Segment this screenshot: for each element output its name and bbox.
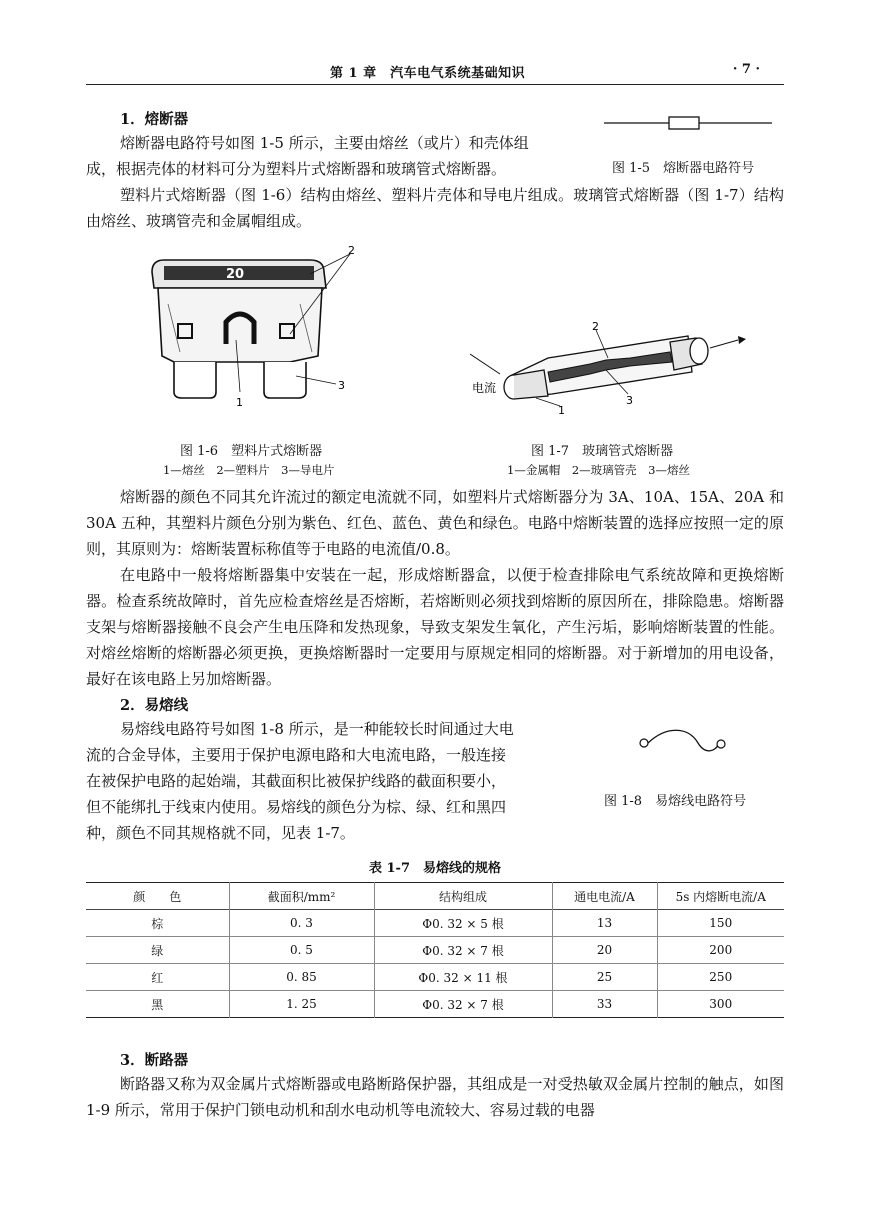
section-2-line-1: 易熔线电路符号如图 1-8 所示，是一种能较长时间通过大电 bbox=[120, 720, 514, 738]
callout-1: 1 bbox=[558, 404, 565, 417]
fuse-rating-stamp: 20 bbox=[226, 267, 245, 282]
cell-fusing-current: 200 bbox=[657, 937, 784, 964]
section-2-line-4: 但不能绑扎于线束内使用。易熔线的颜色分为棕、绿、红和黑四 bbox=[86, 798, 507, 816]
table-row bbox=[86, 937, 784, 964]
cell-structure: Φ0. 32 × 7 根 bbox=[374, 991, 552, 1018]
table-header-row bbox=[86, 883, 784, 910]
cell-structure: Φ0. 32 × 11 根 bbox=[374, 964, 552, 991]
table-row bbox=[86, 991, 784, 1018]
figure-1-6-caption: 图 1-6 塑料片式熔断器 bbox=[180, 444, 323, 459]
fuse-symbol-figure bbox=[604, 112, 774, 134]
section-3-heading: 3．断路器 bbox=[120, 1052, 189, 1069]
section-2-line-5: 种，颜色不同其规格就不同，见表 1-7。 bbox=[86, 824, 355, 842]
section-2-paragraph bbox=[86, 716, 586, 846]
cell-cross-section: 1. 25 bbox=[229, 991, 374, 1018]
cell-fusing-current: 250 bbox=[657, 964, 784, 991]
callout-3: 3 bbox=[338, 379, 345, 392]
figure-1-5-caption: 图 1-5 熔断器电路符号 bbox=[612, 161, 755, 176]
cell-color: 红 bbox=[151, 970, 164, 985]
chapter-title: 第 1 章 汽车电气系统基础知识 bbox=[330, 66, 526, 81]
glass-tube-fuse-figure bbox=[470, 318, 750, 418]
callout-2: 2 bbox=[348, 244, 355, 257]
callout-3: 3 bbox=[626, 394, 633, 407]
header-structure: 结构组成 bbox=[374, 883, 552, 910]
blade-fuse-figure bbox=[140, 244, 370, 414]
section-1-paragraph-4: 在电路中一般将熔断器集中安装在一起，形成熔断器盒，以便于检查排除电气系统故障和更换熔断器。检查系统故障时，首先应检查熔丝是否熔断，若熔断则必须找到熔断的原因所在，排除隐患。熔断器支架与熔断器接触不良会产生电压降和发热现象，导致支架发生氧化，产生污垢，影响熔断装置的性能。对熔丝熔断的熔断器必须更换，更换熔断器时一定要用与原规定相同的熔断器。对于新增加的用电设备，最好在该电路上另加熔断器。 bbox=[86, 566, 784, 688]
section-2-heading: 2．易熔线 bbox=[120, 697, 189, 714]
cell-rated-current: 33 bbox=[552, 991, 657, 1018]
section-1-paragraph-3: 熔断器的颜色不同其允许流过的额定电流就不同，如塑料片式熔断器分为 3A、10A、15A、20A 和 30A 五种，其塑料片颜色分别为紫色、红色、蓝色、黄色和绿色。电路中熔断装置的选择应按照一定的原则，其原则为：熔断装置标称值等于电路的电流值/0.8。 bbox=[86, 488, 784, 558]
paragraph-1-line-1: 熔断器电路符号如图 1-5 所示，主要由熔丝（或片）和壳体组 bbox=[120, 134, 529, 152]
fusible-link-spec-table bbox=[86, 882, 784, 1018]
figure-1-8-caption: 图 1-8 易熔线电路符号 bbox=[604, 794, 747, 809]
cell-color: 棕 bbox=[151, 916, 164, 931]
current-label: 电流 bbox=[472, 381, 497, 395]
callout-1: 1 bbox=[236, 396, 243, 409]
cell-color: 绿 bbox=[151, 943, 164, 958]
cell-structure: Φ0. 32 × 7 根 bbox=[374, 937, 552, 964]
cell-cross-section: 0. 5 bbox=[229, 937, 374, 964]
table-row bbox=[86, 910, 784, 937]
fusible-link-symbol-figure bbox=[636, 728, 728, 758]
section-1-paragraph-2: 塑料片式熔断器（图 1-6）结构由熔丝、塑料片壳体和导电片组成。玻璃管式熔断器（图 1-7）结构由熔丝、玻璃管壳和金属帽组成。 bbox=[86, 186, 784, 230]
running-header bbox=[86, 58, 784, 85]
cell-rated-current: 20 bbox=[552, 937, 657, 964]
section-2-line-3: 在被保护电路的起始端，其截面积比被保护线路的截面积要小， bbox=[86, 772, 507, 790]
section-1-heading: 1．熔断器 bbox=[120, 111, 189, 128]
table-row bbox=[86, 964, 784, 991]
cell-cross-section: 0. 85 bbox=[229, 964, 374, 991]
section-1-paragraph-1 bbox=[86, 130, 591, 182]
cell-color: 黑 bbox=[151, 997, 164, 1012]
callout-2: 2 bbox=[592, 320, 599, 333]
section-2-line-2: 流的合金导体，主要用于保护电源电路和大电流电路，一般连接 bbox=[86, 746, 507, 764]
section-3-paragraph-1: 断路器又称为双金属片式熔断器或电路断路保护器，其组成是一对受热敏双金属片控制的触点，如图 1-9 所示，常用于保护门锁电动机和刮水电动机等电流较大、容易过载的电器 bbox=[86, 1075, 784, 1119]
cell-rated-current: 13 bbox=[552, 910, 657, 937]
header-rated-current: 通电电流/A bbox=[552, 883, 657, 910]
header-cross-section: 截面积/mm² bbox=[229, 883, 374, 910]
table-caption: 表 1-7 易熔线的规格 bbox=[368, 861, 501, 876]
figure-1-7-legend: 1—金属帽 2—玻璃管壳 3—熔丝 bbox=[507, 463, 690, 477]
header-color: 颜 色 bbox=[133, 889, 182, 904]
figure-1-6-legend: 1—熔丝 2—塑料片 3—导电片 bbox=[163, 463, 335, 477]
cell-fusing-current: 150 bbox=[657, 910, 784, 937]
cell-fusing-current: 300 bbox=[657, 991, 784, 1018]
page-number: · 7 · bbox=[732, 62, 760, 77]
figure-1-7-caption: 图 1-7 玻璃管式熔断器 bbox=[531, 444, 674, 459]
cell-structure: Φ0. 32 × 5 根 bbox=[374, 910, 552, 937]
paragraph-1-line-2: 成，根据壳体的材料可分为塑料片式熔断器和玻璃管式熔断器。 bbox=[86, 160, 507, 178]
cell-rated-current: 25 bbox=[552, 964, 657, 991]
header-fusing-current: 5s 内熔断电流/A bbox=[657, 883, 784, 910]
cell-cross-section: 0. 3 bbox=[229, 910, 374, 937]
